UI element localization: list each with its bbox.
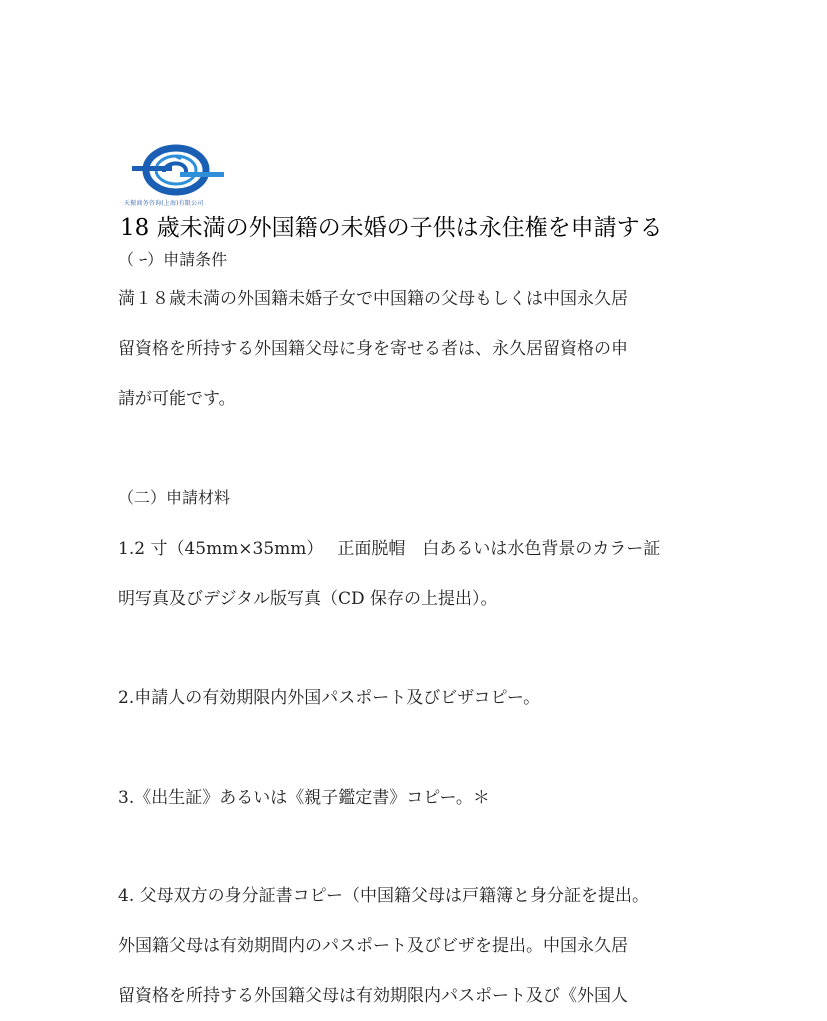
page-title: 18 歳未満の外国籍の未婚の子供は永住権を申請する	[120, 215, 663, 241]
paragraph-line: 明写真及びデジタル版写真（CD 保存の上提出）。	[118, 589, 498, 609]
paragraph-line: 請が可能です。	[118, 389, 236, 409]
section1-heading: （ ｰ）申請条件	[118, 250, 228, 269]
company-logo	[124, 142, 232, 210]
material-item-1	[118, 524, 714, 624]
paragraph-line: 外国籍父母は有効期間内のパスポート及びビザを提出。中国永久居	[118, 936, 628, 956]
section1-paragraph	[118, 274, 714, 424]
paragraph-line: 4. 父母双方の身分証書コピー（中国籍父母は戸籍簿と身分証を提出。	[118, 886, 649, 906]
paragraph-line: 留資格を所持する外国籍父母に身を寄せる者は、永久居留資格の申	[118, 339, 628, 359]
paragraph-line: 満１８歳未満の外国籍未婚子女で中国籍の父母もしくは中国永久居	[118, 289, 628, 309]
paragraph-line: 1.2 寸（45mm×35mm） 正面脱帽 白あるいは水色背景のカラー証	[118, 539, 661, 559]
logo-caption: 天振商务咨询(上海)有限公司	[124, 200, 204, 207]
paragraph-line: 2.申請人の有効期限内外国パスポート及びビザコピー。	[118, 688, 541, 708]
material-item-2	[118, 673, 714, 723]
paragraph-line: 3.《出生証》あるいは《親子鑑定書》コピー。＊	[118, 788, 490, 808]
logo-emblem-icon	[124, 142, 232, 198]
paragraph-line: 留資格を所持する外国籍父母は有効期限内パスポート及び《外国人	[118, 986, 628, 1006]
section2-heading: （二）申請材料	[118, 488, 231, 507]
material-item-3	[118, 773, 714, 823]
material-item-4	[118, 871, 714, 1021]
